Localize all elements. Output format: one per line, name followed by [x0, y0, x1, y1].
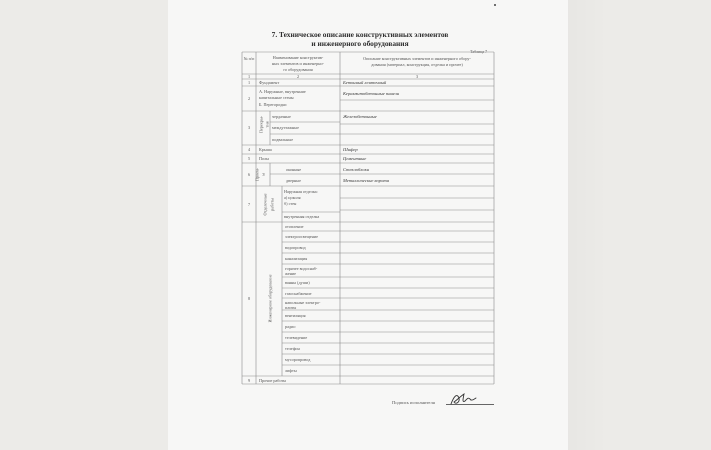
row7-sub-interior: внутренняя отделка [284, 214, 320, 219]
row8-item-lighting: электроосвещение [285, 234, 319, 239]
header-index-3: 3 [415, 74, 419, 79]
row8-item-gas: газоснабжение [285, 291, 312, 296]
row7-sub-walls: б) стен [284, 201, 297, 206]
row8-num: 8 [247, 296, 251, 301]
row7-group-line1: Отделочные [262, 193, 268, 216]
row8-item-elevators: лифты [285, 368, 297, 373]
row8-item-phone: телефон [285, 346, 300, 351]
header-desc-line1: Описание конструктивных элементов и инженерного обору- [363, 56, 471, 61]
row8-item-ventilation: вентиляция [285, 313, 306, 318]
row2-name-line1: А. Наружные, внутренние [259, 89, 306, 94]
row8-item-hotwater-l2: жение [285, 271, 297, 276]
row7-sub-exterior: Наружная отделка: [284, 189, 318, 194]
row3-sub-attic: чердачные [272, 114, 291, 119]
row8-item-radio: радио [285, 324, 296, 329]
document-title: 7. Техническое описание конструктивных элементов [271, 30, 449, 39]
row4-num: 4 [247, 147, 251, 152]
row7-sub-plinth: а) цоколя [284, 195, 301, 200]
table-number: Таблица 7 [470, 49, 488, 54]
row6-group-line2: ы [260, 173, 266, 176]
header-name-line1: Наименование конструктив- [272, 55, 324, 60]
row8-item-water: водопровод [285, 245, 306, 250]
row8-item-baths: ванны (души) [285, 280, 310, 285]
row6-group-line1: Проем- [254, 167, 260, 182]
row1-desc: Бетонный ленточный [343, 80, 387, 85]
document-subtitle: и инженерного оборудования [311, 39, 409, 48]
row1-name: Фундамент [259, 80, 280, 85]
row8-item-heating: отопление [285, 224, 304, 229]
row8-item-sewer: канализация [285, 256, 308, 261]
row6-desc-windows: Стеклоблоки [343, 167, 370, 172]
row6-desc-doors: Металлические ворота [343, 178, 390, 183]
row3-desc: Железобетонные [343, 114, 377, 119]
row9-num: 9 [247, 378, 251, 383]
row2-desc: Керамзитобетонные панели [343, 91, 399, 96]
row8-item-stoves-l1: напольные электро- [285, 300, 321, 305]
row6-sub-doors: дверные [286, 178, 301, 183]
row1-num: 1 [247, 80, 251, 85]
row9-name: Прочие работы [259, 378, 287, 383]
row7-num: 7 [247, 202, 251, 207]
row5-num: 5 [247, 156, 251, 161]
row2-name-line2: капитальные стены [259, 95, 294, 100]
row8-item-tv: телевидение [285, 335, 308, 340]
header-num: № п/п [243, 56, 255, 61]
row8-item-chute: мусоропровод [285, 357, 311, 362]
signature-label: Подпись исполнителя [392, 400, 435, 405]
row6-sub-windows: оконные [286, 167, 302, 172]
header-index-2: 2 [296, 74, 300, 79]
row2-name-line3: Б. Перегородки [259, 102, 287, 107]
row3-group-line1: Перекры- [258, 115, 264, 134]
row5-desc: Цементные [343, 156, 367, 161]
row2-num: 2 [247, 96, 251, 101]
row8-group: Инженерное оборудование [267, 274, 273, 323]
row4-name: Крыша [259, 147, 272, 152]
row8-item-hotwater-l1: горячее водоснаб- [285, 266, 318, 271]
handwritten-signature [448, 390, 478, 408]
row7-group-line2: работы [269, 198, 275, 211]
row3-sub-basement: подвальные [272, 137, 294, 142]
header-desc-line2: дования (материал, конструкция, отделка и прочее) [371, 62, 463, 67]
row8-item-stoves-l2: плиты [285, 305, 297, 310]
header-name-line2: ных элементов и инженерно- [272, 61, 324, 66]
header-index-1: 1 [247, 74, 251, 79]
row3-num: 3 [247, 125, 251, 130]
row6-num: 6 [247, 172, 251, 177]
row3-group-line2: тия [264, 121, 270, 128]
header-name-line3: го оборудования [283, 67, 313, 72]
row3-sub-interfloor: междуэтажные [272, 125, 299, 130]
row4-desc: Шифер [343, 147, 358, 152]
row5-name: Полы [259, 156, 269, 161]
